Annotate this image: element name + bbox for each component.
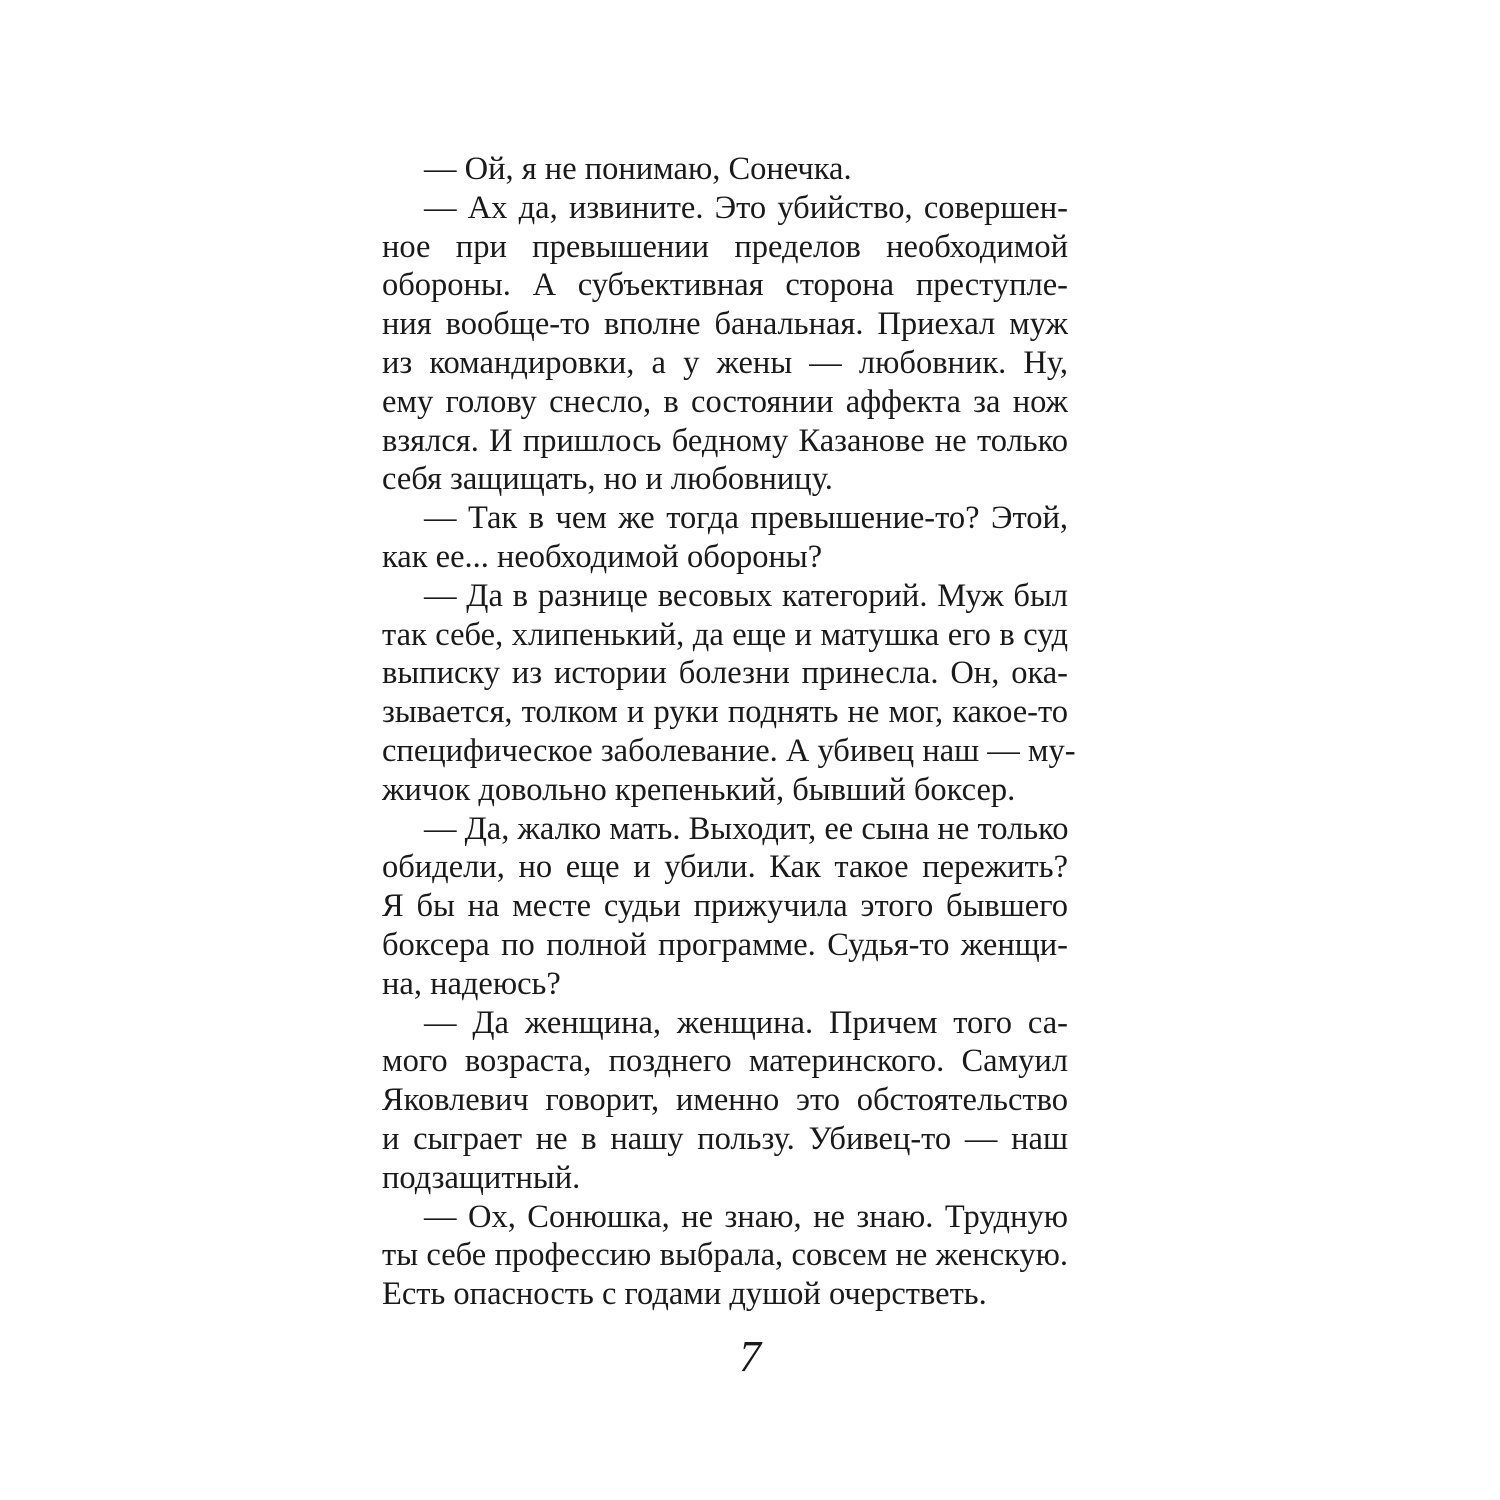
text-line: обидели, но еще и убили. Как такое пережить? [382, 849, 1068, 886]
text-line: — Ох, Сонюшка, не знаю, не знаю. Трудную [424, 1198, 1068, 1235]
text-line: — Да в разнице весовых категорий. Муж был [424, 577, 1068, 614]
text-line: — Ой, я не понимаю, Сонечка. [424, 151, 852, 187]
text-line: ты себе профессию выбрала, совсем не женскую. [382, 1237, 1068, 1274]
text-line: выписку из истории болезни принесла. Он, ока- [382, 655, 1068, 692]
text-line: ния вообще-то вполне банальная. Приехал муж [382, 306, 1068, 343]
text-line: ему голову снесло, в состоянии аффекта за нож [382, 383, 1068, 420]
text-line: так себе, хлипенький, да еще и матушка его в суд [382, 616, 1068, 653]
text-line: Яковлевич говорит, именно это обстоятельство [382, 1082, 1068, 1119]
body-text [382, 150, 1076, 1314]
text-line: зывается, толком и руки поднять не мог, какое-то [382, 694, 1068, 731]
text-line: — Да, жалко мать. Выходит, ее сына не только [424, 810, 1069, 847]
text-line: специфическое заболевание. А убивец наш — му- [382, 732, 1076, 769]
text-line: мого возраста, позднего материнского. Самуил [382, 1043, 1068, 1080]
text-line: взялся. И пришлось бедному Казанове не только [382, 422, 1068, 459]
text-line: на, надеюсь? [382, 965, 561, 1002]
text-line: — Так в чем же тогда превышение-то? Этой, [424, 500, 1068, 537]
text-line: боксера по полной программе. Судья-то женщи- [382, 926, 1068, 963]
text-line: обороны. А субъективная сторона преступле- [382, 267, 1068, 304]
text-line: себя защищать, но и любовницу. [382, 461, 833, 498]
text-line: жичок довольно крепенький, бывший боксер. [382, 771, 1016, 808]
text-line: Есть опасность с годами душой очерстветь. [382, 1276, 987, 1313]
text-line: и сыграет не в нашу пользу. Убивец-то — наш [382, 1120, 1068, 1157]
text-line: Я бы на месте судьи прижучила этого бывшего [382, 888, 1068, 925]
text-line: ное при превышении пределов необходимой [382, 228, 1068, 265]
text-line: — Ах да, извините. Это убийство, совершен- [424, 189, 1068, 226]
text-line: — Да женщина, женщина. Причем того са- [424, 1004, 1068, 1041]
text-line: из командировки, а у жены — любовник. Ну, [382, 344, 1068, 381]
text-line: подзащитный. [382, 1159, 581, 1196]
text-line: как ее... необходимой обороны? [382, 538, 823, 575]
page-number: 7 [739, 1332, 761, 1381]
